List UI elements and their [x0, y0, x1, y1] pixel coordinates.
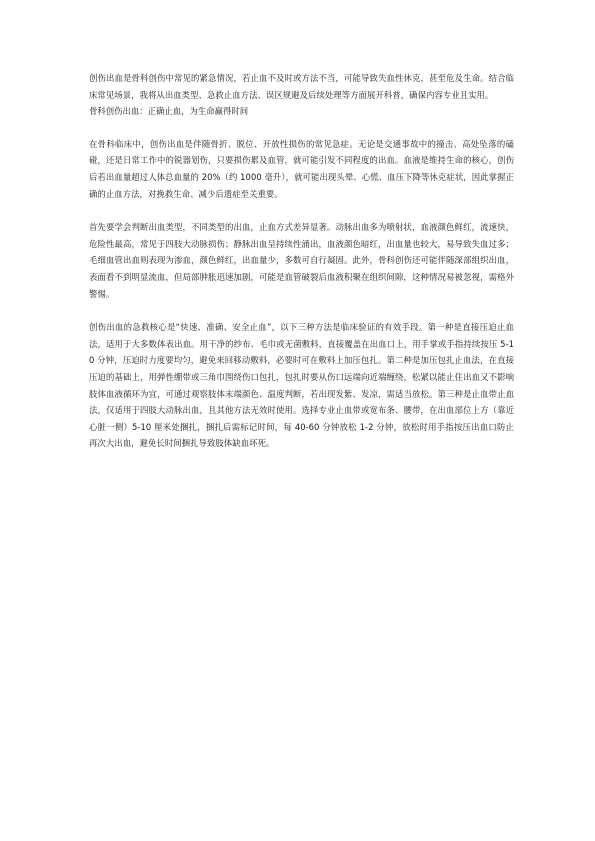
- body-paragraph: 在骨科临床中，创伤出血是伴随骨折、脱位、开放性损伤的常见急症。无论是交通事故中的撞击、高处坠落的磕碰，还是日常工作中的锐器划伤，只要损伤累及血管，就可能引发不同程度的出血。血液是维持生命的核心，创伤后若出血量超过人体总血量的 20%（约 1000 毫升），就可能出现头晕、心慌、血压下降等休克症状，因此掌握正确的止血方法，对挽救生命、减少后遗症至关重要。: [89, 138, 514, 199]
- body-paragraph: 创伤出血的急救核心是“快速、准确、安全止血”，以下三种方法是临床验证的有效手段。第一种是直接压迫止血法，适用于大多数体表出血。用干净的纱布、毛巾或无菌敷料，直接覆盖在出血口上，用手掌或手指持续按压 5-10 分钟，压迫时力度要均匀，避免来回移动敷料，必要时可在敷料上加压包扎。第二种是加压包扎止血法，在直接压迫的基础上，用弹性绷带或三角巾围绕伤口包扎，包扎时要从伤口远端向近端缠绕，松紧以能止住出血又不影响肢体血液循环为宜，可通过观察肢体末端颜色、温度判断，若出现发紫、发凉，需适当放松。第三种是止血带止血法，仅适用于四肢大动脉出血，且其他方法无效时使用。选择专业止血带或宽布条、腰带，在出血部位上方（靠近心脏一侧）5-10 厘米处捆扎，捆扎后需标记时间，每 40-60 分钟放松 1-2 分钟，放松时用手指按压出血口防止再次大出血，避免长时间捆扎导致肢体缺血坏死。: [89, 322, 514, 449]
- body-paragraph: 首先要学会判断出血类型，不同类型的出血，止血方式差异显著。动脉出血多为喷射状，血液颜色鲜红，流速快，危险性最高，常见于四肢大动脉损伤；静脉出血呈持续性涌出，血液颜色暗红，出血量也较大，易导致失血过多；毛细血管出血则表现为渗血，颜色鲜红，出血量少，多数可自行凝固。此外，骨科创伤还可能伴随深部组织出血，表面看不到明显流血，但局部肿胀迅速加剧，可能是血管破裂后血液积聚在组织间隙，这种情况易被忽视，需格外警惕。: [89, 222, 514, 299]
- intro-paragraph: 创伤出血是骨科创伤中常见的紧急情况，若止血不及时或方法不当，可能导致失血性休克，甚至危及生命。结合临床常见场景，我将从出血类型、急救止血方法、误区规避及后续处理等方面展开科普，确保内容专业且实用。: [89, 73, 514, 100]
- spacer: [89, 202, 514, 219]
- document-body: [89, 70, 514, 452]
- section-subtitle: 骨科创伤出血：正确止血，为生命赢得时间: [89, 106, 249, 117]
- spacer: [89, 120, 514, 136]
- spacer: [89, 302, 514, 319]
